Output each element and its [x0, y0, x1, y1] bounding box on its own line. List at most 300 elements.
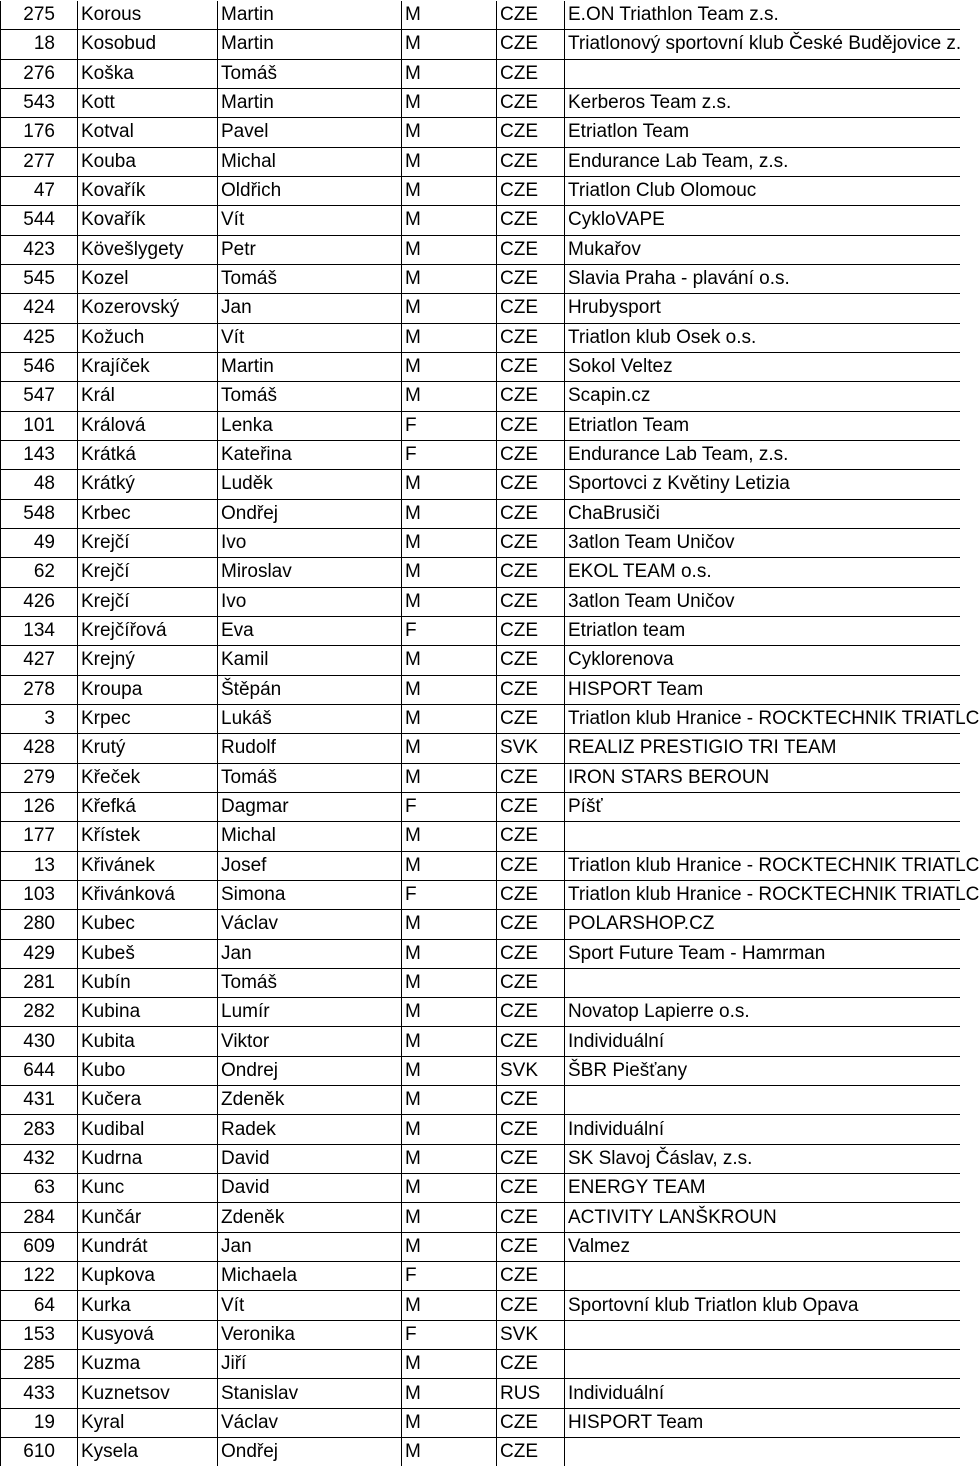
start-number-cell: 426	[1, 587, 78, 616]
table-row	[1, 763, 961, 792]
nationality-cell: CZE	[497, 1350, 565, 1379]
first-name-cell: Tomáš	[218, 59, 402, 88]
first-name-cell: Oldřich	[218, 176, 402, 205]
sex-cell: M	[402, 558, 497, 587]
club-cell: Kerberos Team z.s.	[565, 88, 961, 117]
club-cell: Sportovci z Květiny Letizia	[565, 470, 961, 499]
surname-cell: Krejčí	[78, 528, 218, 557]
surname-cell: Krutý	[78, 734, 218, 763]
surname-cell: Křefká	[78, 792, 218, 821]
sex-cell: M	[402, 939, 497, 968]
first-name-cell: Zdeněk	[218, 1203, 402, 1232]
table-row	[1, 264, 961, 293]
table-row	[1, 851, 961, 880]
nationality-cell: CZE	[497, 88, 565, 117]
sex-cell: F	[402, 1320, 497, 1349]
start-number-cell: 546	[1, 352, 78, 381]
nationality-cell: CZE	[497, 880, 565, 909]
nationality-cell: CZE	[497, 411, 565, 440]
table-row	[1, 176, 961, 205]
first-name-cell: Ivo	[218, 528, 402, 557]
nationality-cell: CZE	[497, 1086, 565, 1115]
sex-cell: M	[402, 1438, 497, 1466]
start-number-cell: 428	[1, 734, 78, 763]
first-name-cell: Ondrej	[218, 1056, 402, 1085]
sex-cell: F	[402, 440, 497, 469]
sex-cell: M	[402, 910, 497, 939]
start-number-cell: 13	[1, 851, 78, 880]
start-number-cell: 544	[1, 206, 78, 235]
start-number-cell: 49	[1, 528, 78, 557]
sex-cell: F	[402, 792, 497, 821]
table-row	[1, 1056, 961, 1085]
surname-cell: Kozerovský	[78, 294, 218, 323]
table-row	[1, 998, 961, 1027]
start-number-cell: 610	[1, 1438, 78, 1466]
surname-cell: Korous	[78, 1, 218, 30]
sex-cell: M	[402, 235, 497, 264]
table-row	[1, 968, 961, 997]
club-cell: Sport Future Team - Hamrman	[565, 939, 961, 968]
first-name-cell: Michal	[218, 147, 402, 176]
nationality-cell: CZE	[497, 499, 565, 528]
club-cell: IRON STARS BEROUN	[565, 763, 961, 792]
nationality-cell: CZE	[497, 1174, 565, 1203]
first-name-cell: Jiří	[218, 1350, 402, 1379]
surname-cell: Krejný	[78, 646, 218, 675]
first-name-cell: Tomáš	[218, 382, 402, 411]
sex-cell: F	[402, 616, 497, 645]
sex-cell: M	[402, 206, 497, 235]
start-number-cell: 143	[1, 440, 78, 469]
first-name-cell: Petr	[218, 235, 402, 264]
surname-cell: Kupkova	[78, 1262, 218, 1291]
start-number-cell: 134	[1, 616, 78, 645]
club-cell	[565, 1262, 961, 1291]
first-name-cell: Ondřej	[218, 1438, 402, 1466]
first-name-cell: Tomáš	[218, 264, 402, 293]
club-cell: Etriatlon team	[565, 616, 961, 645]
club-cell: Triatlon klub Hranice - ROCKTECHNIK TRIATLC	[565, 880, 961, 909]
start-number-cell: 433	[1, 1379, 78, 1408]
table-row	[1, 558, 961, 587]
sex-cell: M	[402, 1408, 497, 1437]
surname-cell: Kusyová	[78, 1320, 218, 1349]
sex-cell: M	[402, 30, 497, 59]
first-name-cell: Martin	[218, 30, 402, 59]
club-cell: Scapin.cz	[565, 382, 961, 411]
first-name-cell: Tomáš	[218, 763, 402, 792]
surname-cell: Krbec	[78, 499, 218, 528]
start-list-table	[0, 1, 979, 1466]
first-name-cell: Miroslav	[218, 558, 402, 587]
nationality-cell: CZE	[497, 294, 565, 323]
table-row	[1, 880, 961, 909]
first-name-cell: Štěpán	[218, 675, 402, 704]
surname-cell: Králová	[78, 411, 218, 440]
sex-cell: M	[402, 382, 497, 411]
club-cell: Individuální	[565, 1115, 961, 1144]
surname-cell: Kunčár	[78, 1203, 218, 1232]
table-row	[1, 704, 961, 733]
club-cell: Endurance Lab Team, z.s.	[565, 147, 961, 176]
surname-cell: Kozel	[78, 264, 218, 293]
club-cell: ŠBR Piešťany	[565, 1056, 961, 1085]
surname-cell: Krpec	[78, 704, 218, 733]
nationality-cell: CZE	[497, 1291, 565, 1320]
club-cell: Triatlon klub Osek o.s.	[565, 323, 961, 352]
first-name-cell: Luděk	[218, 470, 402, 499]
nationality-cell: CZE	[497, 323, 565, 352]
start-number-cell: 103	[1, 880, 78, 909]
first-name-cell: Dagmar	[218, 792, 402, 821]
nationality-cell: CZE	[497, 440, 565, 469]
sex-cell: M	[402, 1027, 497, 1056]
sex-cell: M	[402, 499, 497, 528]
club-cell: ChaBrusiči	[565, 499, 961, 528]
sex-cell: M	[402, 587, 497, 616]
table-row	[1, 792, 961, 821]
nationality-cell: CZE	[497, 1203, 565, 1232]
start-number-cell: 282	[1, 998, 78, 1027]
club-cell: Etriatlon Team	[565, 118, 961, 147]
table-row	[1, 1438, 961, 1466]
start-number-cell: 547	[1, 382, 78, 411]
start-number-cell: 429	[1, 939, 78, 968]
table-row	[1, 587, 961, 616]
table-row	[1, 59, 961, 88]
sex-cell: M	[402, 1174, 497, 1203]
start-number-cell: 430	[1, 1027, 78, 1056]
start-number-cell: 122	[1, 1262, 78, 1291]
nationality-cell: CZE	[497, 235, 565, 264]
start-number-cell: 177	[1, 822, 78, 851]
nationality-cell: CZE	[497, 30, 565, 59]
surname-cell: Kovařík	[78, 176, 218, 205]
first-name-cell: Veronika	[218, 1320, 402, 1349]
nationality-cell: CZE	[497, 147, 565, 176]
nationality-cell: CZE	[497, 1115, 565, 1144]
surname-cell: Krátká	[78, 440, 218, 469]
start-number-cell: 275	[1, 1, 78, 30]
club-cell: Mukařov	[565, 235, 961, 264]
first-name-cell: Martin	[218, 1, 402, 30]
table-row	[1, 1144, 961, 1173]
first-name-cell: Lumír	[218, 998, 402, 1027]
nationality-cell: CZE	[497, 470, 565, 499]
club-cell	[565, 1350, 961, 1379]
nationality-cell: CZE	[497, 646, 565, 675]
start-number-cell: 284	[1, 1203, 78, 1232]
start-number-cell: 63	[1, 1174, 78, 1203]
table-row	[1, 1174, 961, 1203]
surname-cell: Křivánková	[78, 880, 218, 909]
surname-cell: Kuzma	[78, 1350, 218, 1379]
first-name-cell: Václav	[218, 1408, 402, 1437]
club-cell: ENERGY TEAM	[565, 1174, 961, 1203]
table-row	[1, 1203, 961, 1232]
surname-cell: Křeček	[78, 763, 218, 792]
sex-cell: M	[402, 323, 497, 352]
first-name-cell: Ivo	[218, 587, 402, 616]
start-number-cell: 427	[1, 646, 78, 675]
sex-cell: M	[402, 704, 497, 733]
sex-cell: M	[402, 1232, 497, 1261]
table-row	[1, 1, 961, 30]
sex-cell: M	[402, 822, 497, 851]
club-cell: Valmez	[565, 1232, 961, 1261]
table-row	[1, 206, 961, 235]
sex-cell: M	[402, 851, 497, 880]
start-number-cell: 276	[1, 59, 78, 88]
table-row	[1, 30, 961, 59]
table-row	[1, 1262, 961, 1291]
surname-cell: Kovařík	[78, 206, 218, 235]
table-row	[1, 734, 961, 763]
sex-cell: M	[402, 294, 497, 323]
first-name-cell: Jan	[218, 294, 402, 323]
surname-cell: Kučera	[78, 1086, 218, 1115]
start-number-cell: 279	[1, 763, 78, 792]
table-row	[1, 470, 961, 499]
surname-cell: Kudibal	[78, 1115, 218, 1144]
surname-cell: Kott	[78, 88, 218, 117]
sex-cell: M	[402, 646, 497, 675]
surname-cell: Kysela	[78, 1438, 218, 1466]
table-row	[1, 352, 961, 381]
table-row	[1, 440, 961, 469]
nationality-cell: CZE	[497, 616, 565, 645]
start-number-cell: 47	[1, 176, 78, 205]
first-name-cell: Václav	[218, 910, 402, 939]
first-name-cell: Tomáš	[218, 968, 402, 997]
surname-cell: Kotval	[78, 118, 218, 147]
first-name-cell: Stanislav	[218, 1379, 402, 1408]
nationality-cell: SVK	[497, 734, 565, 763]
club-cell: Slavia Praha - plavání o.s.	[565, 264, 961, 293]
start-number-cell: 285	[1, 1350, 78, 1379]
nationality-cell: CZE	[497, 968, 565, 997]
nationality-cell: CZE	[497, 352, 565, 381]
first-name-cell: Vít	[218, 1291, 402, 1320]
first-name-cell: Martin	[218, 352, 402, 381]
nationality-cell: CZE	[497, 206, 565, 235]
nationality-cell: CZE	[497, 910, 565, 939]
club-cell: Triatlonový sportovní klub České Budějovice z.	[565, 30, 961, 59]
club-cell: Píšť	[565, 792, 961, 821]
first-name-cell: Vít	[218, 323, 402, 352]
club-cell	[565, 59, 961, 88]
nationality-cell: CZE	[497, 59, 565, 88]
start-number-cell: 101	[1, 411, 78, 440]
start-number-cell: 424	[1, 294, 78, 323]
table-row	[1, 118, 961, 147]
nationality-cell: CZE	[497, 822, 565, 851]
table-row	[1, 411, 961, 440]
table-row	[1, 528, 961, 557]
club-cell: Individuální	[565, 1379, 961, 1408]
start-number-cell: 153	[1, 1320, 78, 1349]
first-name-cell: Radek	[218, 1115, 402, 1144]
table-row	[1, 1320, 961, 1349]
first-name-cell: Viktor	[218, 1027, 402, 1056]
surname-cell: Krejčí	[78, 587, 218, 616]
surname-cell: Kudrna	[78, 1144, 218, 1173]
surname-cell: Koška	[78, 59, 218, 88]
sex-cell: M	[402, 470, 497, 499]
first-name-cell: Jan	[218, 1232, 402, 1261]
table-row	[1, 1115, 961, 1144]
sex-cell: M	[402, 1203, 497, 1232]
sex-cell: M	[402, 1291, 497, 1320]
club-cell: 3atlon Team Uničov	[565, 587, 961, 616]
club-cell: Cyklorenova	[565, 646, 961, 675]
club-cell: EKOL TEAM o.s.	[565, 558, 961, 587]
first-name-cell: Lukáš	[218, 704, 402, 733]
nationality-cell: CZE	[497, 1144, 565, 1173]
start-number-cell: 423	[1, 235, 78, 264]
nationality-cell: CZE	[497, 528, 565, 557]
nationality-cell: CZE	[497, 675, 565, 704]
club-cell: SK Slavoj Čáslav, z.s.	[565, 1144, 961, 1173]
club-cell: Etriatlon Team	[565, 411, 961, 440]
start-number-cell: 548	[1, 499, 78, 528]
nationality-cell: CZE	[497, 998, 565, 1027]
sex-cell: M	[402, 147, 497, 176]
first-name-cell: Martin	[218, 88, 402, 117]
surname-cell: Kubín	[78, 968, 218, 997]
nationality-cell: CZE	[497, 1, 565, 30]
table-row	[1, 910, 961, 939]
first-name-cell: David	[218, 1144, 402, 1173]
surname-cell: Kubec	[78, 910, 218, 939]
club-cell: REALIZ PRESTIGIO TRI TEAM	[565, 734, 961, 763]
first-name-cell: Simona	[218, 880, 402, 909]
start-number-cell: 176	[1, 118, 78, 147]
club-cell: Hrubysport	[565, 294, 961, 323]
table-row	[1, 235, 961, 264]
start-number-cell: 431	[1, 1086, 78, 1115]
club-cell: E.ON Triathlon Team z.s.	[565, 1, 961, 30]
first-name-cell: David	[218, 1174, 402, 1203]
surname-cell: Krejčí	[78, 558, 218, 587]
table-row	[1, 1350, 961, 1379]
sex-cell: M	[402, 528, 497, 557]
nationality-cell: SVK	[497, 1320, 565, 1349]
sex-cell: M	[402, 998, 497, 1027]
start-number-cell: 277	[1, 147, 78, 176]
nationality-cell: CZE	[497, 118, 565, 147]
table-row	[1, 1027, 961, 1056]
sex-cell: M	[402, 675, 497, 704]
sex-cell: F	[402, 880, 497, 909]
table-row	[1, 675, 961, 704]
club-cell: HISPORT Team	[565, 1408, 961, 1437]
club-cell: Individuální	[565, 1027, 961, 1056]
surname-cell: Krajíček	[78, 352, 218, 381]
surname-cell: Krátký	[78, 470, 218, 499]
start-number-cell: 280	[1, 910, 78, 939]
first-name-cell: Michaela	[218, 1262, 402, 1291]
sex-cell: M	[402, 1350, 497, 1379]
sex-cell: M	[402, 1115, 497, 1144]
table-row	[1, 1408, 961, 1437]
nationality-cell: CZE	[497, 1027, 565, 1056]
club-cell	[565, 1320, 961, 1349]
club-cell: Triatlon Club Olomouc	[565, 176, 961, 205]
surname-cell: Kroupa	[78, 675, 218, 704]
table-row	[1, 616, 961, 645]
club-cell: Novatop Lapierre o.s.	[565, 998, 961, 1027]
nationality-cell: CZE	[497, 939, 565, 968]
nationality-cell: CZE	[497, 1232, 565, 1261]
first-name-cell: Rudolf	[218, 734, 402, 763]
first-name-cell: Vít	[218, 206, 402, 235]
sex-cell: F	[402, 1262, 497, 1291]
club-cell: Sokol Veltez	[565, 352, 961, 381]
start-number-cell: 281	[1, 968, 78, 997]
club-cell: CykloVAPE	[565, 206, 961, 235]
first-name-cell: Kamil	[218, 646, 402, 675]
club-cell: Triatlon klub Hranice - ROCKTECHNIK TRIATLC	[565, 851, 961, 880]
table-row	[1, 1379, 961, 1408]
surname-cell: Kožuch	[78, 323, 218, 352]
first-name-cell: Josef	[218, 851, 402, 880]
club-cell	[565, 968, 961, 997]
start-number-cell: 283	[1, 1115, 78, 1144]
nationality-cell: CZE	[497, 382, 565, 411]
start-number-cell: 48	[1, 470, 78, 499]
nationality-cell: CZE	[497, 792, 565, 821]
table-row	[1, 1086, 961, 1115]
nationality-cell: CZE	[497, 851, 565, 880]
club-cell: Sportovní klub Triatlon klub Opava	[565, 1291, 961, 1320]
surname-cell: Křístek	[78, 822, 218, 851]
first-name-cell: Jan	[218, 939, 402, 968]
surname-cell: Kurka	[78, 1291, 218, 1320]
start-list-rows	[1, 1, 979, 1466]
surname-cell: Kövešlygety	[78, 235, 218, 264]
sex-cell: M	[402, 59, 497, 88]
club-cell: 3atlon Team Uničov	[565, 528, 961, 557]
first-name-cell: Michal	[218, 822, 402, 851]
sex-cell: M	[402, 176, 497, 205]
nationality-cell: CZE	[497, 176, 565, 205]
surname-cell: Krejčířová	[78, 616, 218, 645]
sex-cell: M	[402, 1, 497, 30]
sex-cell: M	[402, 88, 497, 117]
surname-cell: Kunc	[78, 1174, 218, 1203]
surname-cell: Král	[78, 382, 218, 411]
surname-cell: Kundrát	[78, 1232, 218, 1261]
club-cell	[565, 822, 961, 851]
club-cell: Triatlon klub Hranice - ROCKTECHNIK TRIATLC	[565, 704, 961, 733]
start-number-cell: 64	[1, 1291, 78, 1320]
nationality-cell: CZE	[497, 558, 565, 587]
first-name-cell: Kateřina	[218, 440, 402, 469]
table-row	[1, 323, 961, 352]
surname-cell: Kouba	[78, 147, 218, 176]
sex-cell: M	[402, 1379, 497, 1408]
table-row	[1, 646, 961, 675]
table-row	[1, 382, 961, 411]
nationality-cell: CZE	[497, 704, 565, 733]
start-number-cell: 3	[1, 704, 78, 733]
first-name-cell: Pavel	[218, 118, 402, 147]
nationality-cell: CZE	[497, 1408, 565, 1437]
start-number-cell: 425	[1, 323, 78, 352]
nationality-cell: SVK	[497, 1056, 565, 1085]
